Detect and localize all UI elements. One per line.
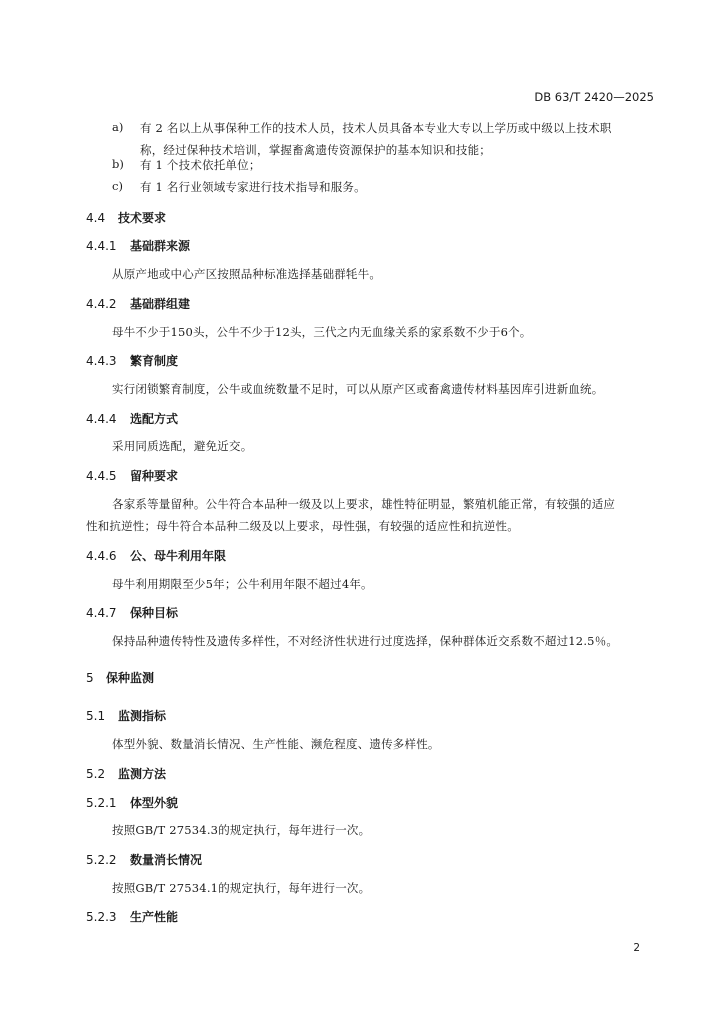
document-id: DB 63/T 2420—2025 <box>534 90 654 104</box>
section-text: 性和抗逆性；母牛符合本品种二级及以上要求，母性强，有较强的适应性和抗逆性。 <box>86 519 519 533</box>
section-heading <box>86 352 178 369</box>
section-number: 5.1 <box>86 709 106 723</box>
section-heading <box>86 669 154 686</box>
section-number: 4.4.1 <box>86 239 117 253</box>
section-number: 4.4.7 <box>86 606 117 620</box>
section-title: 保种目标 <box>130 606 179 620</box>
list-item-label: c) <box>112 179 123 193</box>
section-text: 保持品种遗传特性及遗传多样性，不对经济性状进行过度选择，保种群体近交系数不超过12.5％。 <box>112 634 619 648</box>
section-heading <box>86 209 166 226</box>
section-number: 4.4.2 <box>86 297 117 311</box>
section-heading <box>86 765 166 782</box>
section-number: 4.4.3 <box>86 354 117 368</box>
section-number: 5.2.3 <box>86 910 117 924</box>
section-number: 5.2 <box>86 767 106 781</box>
section-title: 基础群来源 <box>130 239 191 253</box>
section-text: 从原产地或中心产区按照品种标准选择基础群牦牛。 <box>112 267 382 281</box>
section-number: 4.4.6 <box>86 549 117 563</box>
section-title: 公、母牛利用年限 <box>130 549 227 563</box>
section-text: 按照GB/T 27534.3的规定执行，每年进行一次。 <box>112 823 371 837</box>
section-text: 母牛不少于150头，公牛不少于12头，三代之内无血缘关系的家系数不少于6个。 <box>112 325 532 339</box>
section-heading <box>86 547 226 564</box>
section-title: 繁育制度 <box>130 354 179 368</box>
section-number: 4.4 <box>86 211 106 225</box>
section-title: 留种要求 <box>130 469 179 483</box>
page-number: 2 <box>633 942 640 954</box>
section-title: 保种监测 <box>106 671 155 685</box>
section-title: 基础群组建 <box>130 297 191 311</box>
section-title: 数量消长情况 <box>130 853 203 867</box>
list-item-text: 有 2 名以上从事保种工作的技术人员，技术人员具备本专业大专以上学历或中级以上技术职 <box>140 121 612 135</box>
section-text: 母牛利用期限至少5年；公牛利用年限不超过4年。 <box>112 577 373 591</box>
section-title: 体型外貌 <box>130 796 179 810</box>
section-number: 5 <box>86 671 94 685</box>
section-heading <box>86 410 178 427</box>
list-item-label: a) <box>112 120 124 134</box>
list-item-text: 称，经过保种技术培训，掌握畜禽遗传资源保护的基本知识和技能； <box>140 143 491 157</box>
section-number: 4.4.5 <box>86 469 117 483</box>
section-heading <box>86 908 178 925</box>
section-heading <box>86 467 178 484</box>
section-text: 按照GB/T 27534.1的规定执行，每年进行一次。 <box>112 881 371 895</box>
section-heading <box>86 794 178 811</box>
section-heading <box>86 237 190 254</box>
section-number: 5.2.1 <box>86 796 117 810</box>
section-text: 各家系等量留种。公牛符合本品种一级及以上要求，雄性特征明显，繁殖机能正常，有较强的适应 <box>112 497 616 511</box>
section-title: 选配方式 <box>130 412 179 426</box>
section-title: 监测指标 <box>118 709 167 723</box>
section-text: 体型外貌、数量消长情况、生产性能、濒危程度、遗传多样性。 <box>112 737 440 751</box>
section-title: 生产性能 <box>130 910 179 924</box>
section-title: 技术要求 <box>118 211 167 225</box>
section-text: 实行闭锁繁育制度，公牛或血统数量不足时，可以从原产区或畜禽遗传材料基因库引进新血统。 <box>112 382 604 396</box>
section-number: 4.4.4 <box>86 412 117 426</box>
list-item-label: b) <box>112 157 124 171</box>
section-heading <box>86 295 190 312</box>
section-heading <box>86 604 178 621</box>
list-item-text: 有 1 个技术依托单位； <box>140 158 261 172</box>
section-heading <box>86 707 166 724</box>
section-title: 监测方法 <box>118 767 167 781</box>
section-heading <box>86 851 202 868</box>
section-number: 5.2.2 <box>86 853 117 867</box>
list-item-text: 有 1 名行业领域专家进行技术指导和服务。 <box>140 180 366 194</box>
section-text: 采用同质选配，避免近交。 <box>112 439 253 453</box>
